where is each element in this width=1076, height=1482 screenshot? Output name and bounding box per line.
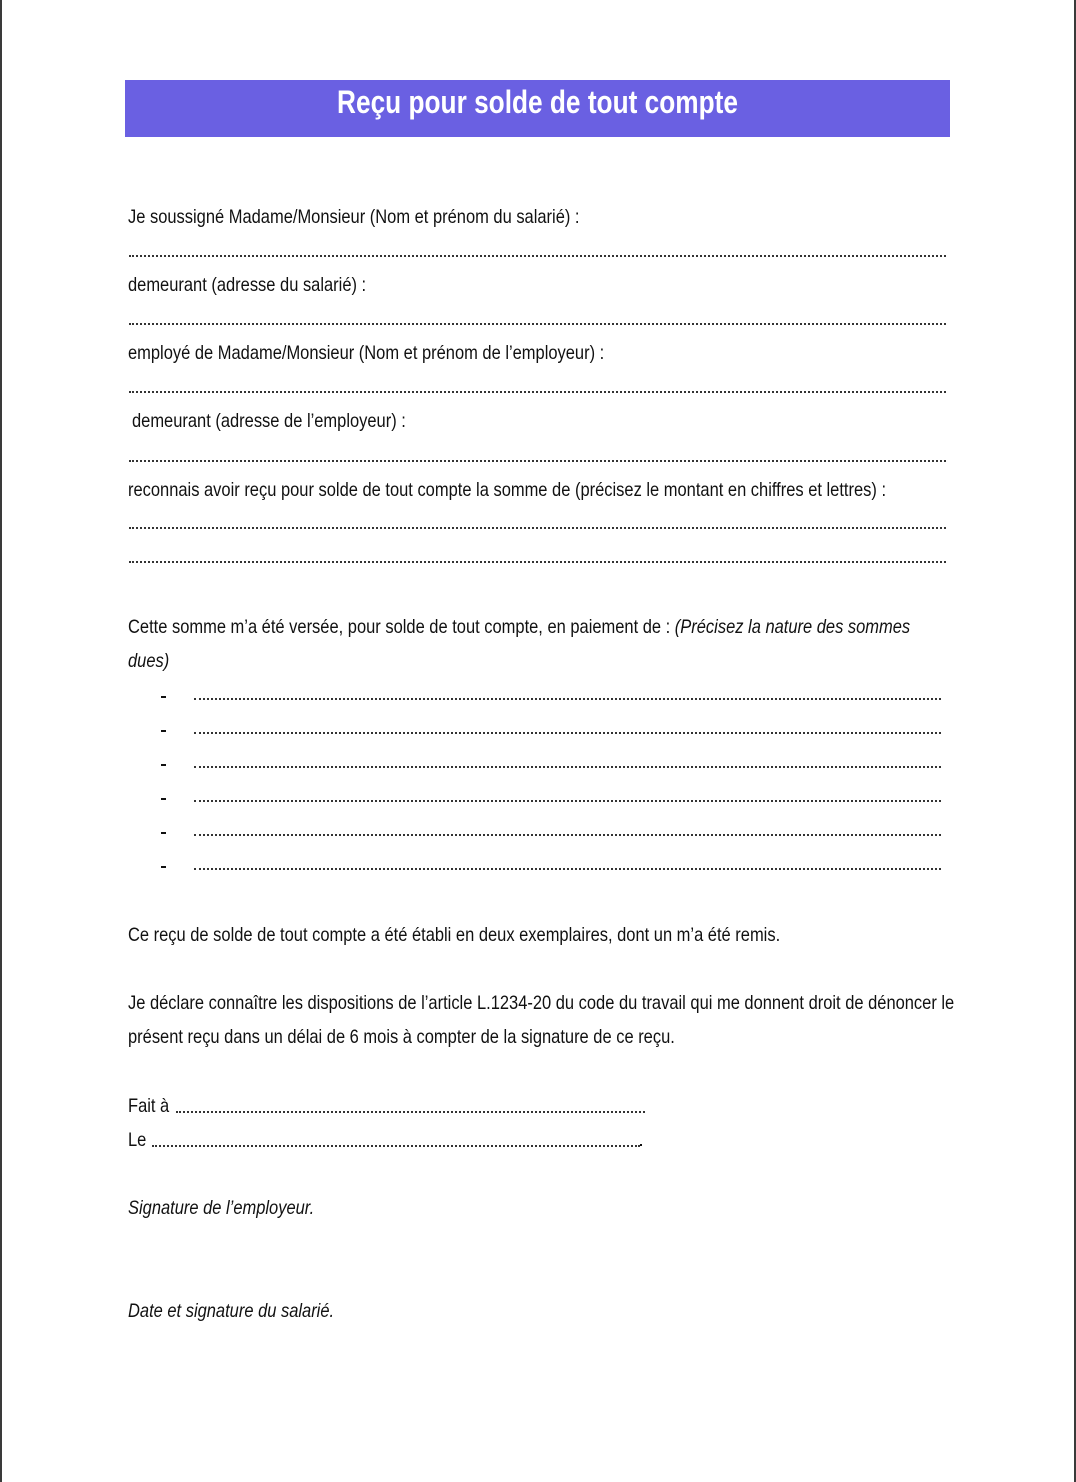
payment-item-field[interactable] [194,800,941,802]
title-banner [125,80,950,137]
payment-item-field[interactable] [194,732,941,734]
amount-label: reconnais avoir reçu pour solde de tout compte la somme de (précisez le montant en chiffres et lettres) : [128,479,887,501]
payment-item-field[interactable] [194,766,941,768]
declaration-line-2: présent reçu dans un délai de 6 mois à compter de la signature de ce reçu. [128,1026,675,1048]
employer-address-field[interactable] [129,460,946,462]
payment-hint-continued: dues) [128,650,170,672]
employee-address-label: demeurant (adresse du salarié) : [128,274,367,296]
bullet-dash [161,730,166,732]
bullet-dash [161,696,166,698]
payment-item-field[interactable] [194,698,941,700]
employee-signature-label: Date et signature du salarié. [128,1300,335,1322]
page-border-left [0,0,2,1482]
document-title: Reçu pour solde de tout compte [337,84,738,120]
amount-field-line-2[interactable] [129,561,946,563]
payment-intro-text: Cette somme m’a été versée, pour solde de tout compte, en paiement de : [128,616,671,638]
bullet-dash [161,866,166,868]
place-label: Fait à [128,1095,170,1117]
copies-statement: Ce reçu de solde de tout compte a été établi en deux exemplaires, dont un m’a été remis. [128,924,781,946]
payment-hint: (Précisez la nature des sommes [674,616,911,638]
employee-address-field[interactable] [129,323,946,325]
date-field[interactable] [152,1145,640,1147]
employer-address-label: demeurant (adresse de l’employeur) : [132,410,406,432]
bullet-dash [161,798,166,800]
bullet-dash [161,764,166,766]
date-label: Le [128,1129,147,1151]
place-field[interactable] [176,1111,645,1113]
employer-name-field[interactable] [129,391,946,393]
employee-name-label: Je soussigné Madame/Monsieur (Nom et prénom du salarié) : [128,206,580,228]
employer-signature-label: Signature de l’employeur. [128,1197,315,1219]
payment-item-field[interactable] [194,834,941,836]
amount-field-line-1[interactable] [129,527,946,529]
date-field-end-period [640,1144,642,1146]
payment-intro [128,615,910,639]
employee-name-field[interactable] [129,255,946,257]
declaration-line-1: Je déclare connaître les dispositions de l’article L.1234-20 du code du travail qui me donnent droit de dénoncer le [128,992,955,1014]
employer-name-label: employé de Madame/Monsieur (Nom et prénom de l’employeur) : [128,342,605,364]
payment-item-field[interactable] [194,868,941,870]
bullet-dash [161,832,166,834]
